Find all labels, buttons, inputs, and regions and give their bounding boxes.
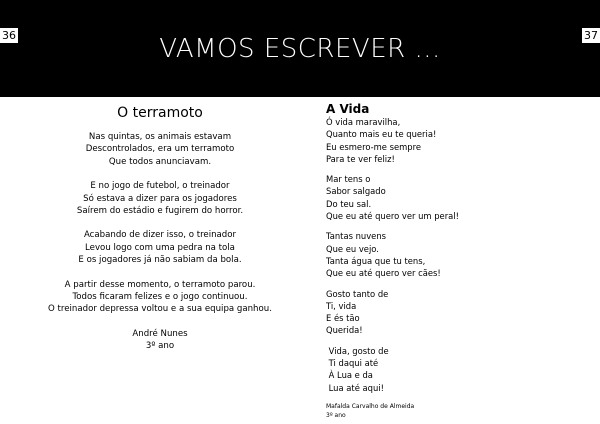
verse-line: Só estava a dizer para os jogadores <box>83 193 237 204</box>
poem-terramoto <box>40 104 280 353</box>
verse-line: Para te ver feliz! <box>326 153 395 164</box>
author-name: Mafalda Carvalho de Almeida <box>326 402 415 410</box>
verse-line: Que todos anunciavam. <box>108 156 212 167</box>
verse-line: Lua até aqui! <box>326 382 384 393</box>
poem-author <box>40 328 280 353</box>
stanza <box>326 345 526 394</box>
page-number-left: 36 <box>2 29 16 42</box>
verse-line: Do teu sal. <box>326 198 372 209</box>
stanza <box>326 116 526 165</box>
verse-line: Mar tens o <box>326 174 371 185</box>
verse-line: À Lua e da <box>326 370 373 381</box>
page-title: VAMOS ESCREVER ... <box>159 34 441 64</box>
verse-line: Sabor salgado <box>326 186 386 197</box>
verse-line: Nas quintas, os animais estavam <box>88 132 232 142</box>
verse-line: Que eu vejo. <box>326 243 379 254</box>
verse-line: Ó vida maravilha, <box>326 117 401 127</box>
verse-line: Levou logo com uma pedra na tola <box>85 242 235 253</box>
stanza <box>40 180 280 217</box>
poem-a-vida <box>326 102 526 420</box>
poem-title: A Vida <box>326 102 370 116</box>
verse-line: Tantas nuvens <box>326 231 387 242</box>
author-grade: 3º ano <box>145 341 175 352</box>
author-name: André Nunes <box>132 328 188 339</box>
verse-line: Vida, gosto de <box>326 345 389 356</box>
verse-line: Quanto mais eu te queria! <box>326 129 437 140</box>
page-number-right: 37 <box>584 29 598 42</box>
stanza <box>40 131 280 168</box>
verse-line: O treinador depressa voltou e a sua equipa ganhou. <box>48 304 272 315</box>
verse-line: A partir desse momento, o terramoto parou. <box>64 279 256 290</box>
poem-author <box>326 402 526 420</box>
stanza <box>40 229 280 266</box>
poem-title: O terramoto <box>117 105 203 121</box>
verse-line: Que eu até quero ver cães! <box>326 268 441 279</box>
stanza <box>326 288 526 337</box>
stanza <box>40 279 280 316</box>
verse-line: Querida! <box>326 325 363 336</box>
verse-line: Ti daqui até <box>326 358 379 369</box>
header-bar <box>0 0 600 97</box>
verse-line: Gosto tanto de <box>326 288 389 299</box>
verse-line: E no jogo de futebol, o treinador <box>90 181 230 192</box>
verse-line: Eu esmero-me sempre <box>326 141 422 152</box>
author-grade: 3º ano <box>326 411 346 419</box>
verse-line: Ti, vida <box>326 300 357 311</box>
verse-line: Acabando de dizer isso, o treinador <box>83 230 237 241</box>
stanza <box>326 173 526 222</box>
verse-line: E os jogadores já não sabiam da bola. <box>78 255 242 266</box>
verse-line: Saírem do estádio e fugirem do horror. <box>76 206 244 217</box>
verse-line: Descontrolados, era um terramoto <box>85 144 235 155</box>
stanza <box>326 230 526 279</box>
verse-line: Todos ficaram felizes e o jogo continuou. <box>72 292 248 303</box>
verse-line: Tanta água que tu tens, <box>326 255 426 266</box>
verse-line: Que eu até quero ver um peral! <box>326 211 459 222</box>
verse-line: E és tão <box>326 313 360 324</box>
